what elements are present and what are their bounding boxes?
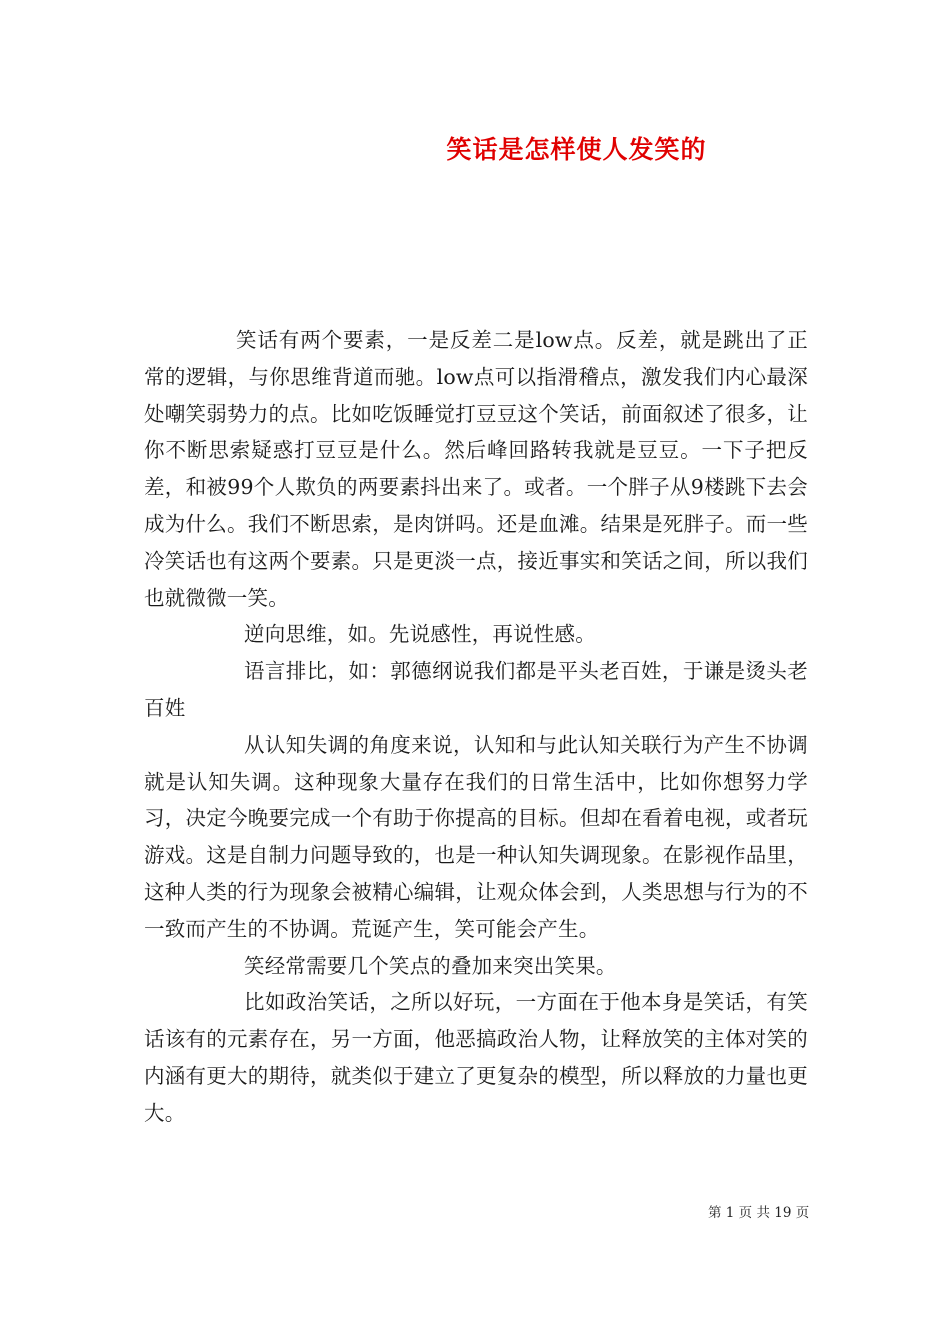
page-title: 笑话是怎样使人发笑的: [446, 135, 707, 164]
paragraph-language-parallelism: 语言排比，如：郭德纲说我们都是平头老百姓，于谦是烫头老百姓: [144, 659, 808, 720]
paragraph-stacking-punchlines: 笑经常需要几个笑点的叠加来突出笑果。: [244, 953, 617, 978]
paragraph-elements-of-jokes: 笑话有两个要素，一是反差二是low点。反差，就是跳出了正常的逻辑，与你思维背道而驰。low点可以指滑稽点，激发我们内心最深处嘲笑弱势力的点。比如吃饭睡觉打豆豆这个笑话，前面叙述了很多，让你不断思索疑惑打豆豆是什么。然后峰回路转我就是豆豆。一下子把反差，和被99个人欺负的两要素抖出来了。或者。一个胖子从9楼跳下去会成为什么。我们不断思索，是肉饼吗。还是血滩。结果是死胖子。而一些冷笑话也有这两个要素。只是更淡一点，接近事实和笑话之间，所以我们也就微微一笑。: [144, 328, 808, 610]
body-text: [144, 322, 808, 1132]
paragraph-cognitive-dissonance: 从认知失调的角度来说，认知和与此认知关联行为产生不协调就是认知失调。这种现象大量存在我们的日常生活中，比如你想努力学习，决定今晚要完成一个有助于你提高的目标。但却在看着电视，或者玩游戏。这是自制力问题导致的，也是一种认知失调现象。在影视作品里，这种人类的行为现象会被精心编辑，让观众体会到，人类思想与行为的不一致而产生的不协调。荒诞产生，笑可能会产生。: [144, 732, 808, 941]
paragraph-reverse-thinking: 逆向思维，如。先说感性，再说性感。: [244, 622, 596, 647]
paragraph-political-jokes: 比如政治笑话，之所以好玩，一方面在于他本身是笑话，有笑话该有的元素存在，另一方面，他恶搞政治人物，让释放笑的主体对笑的内涵有更大的期待，就类似于建立了更复杂的模型，所以释放的力量也更大。: [144, 990, 808, 1125]
page-number: 第 1 页 共 19 页: [708, 1205, 810, 1221]
